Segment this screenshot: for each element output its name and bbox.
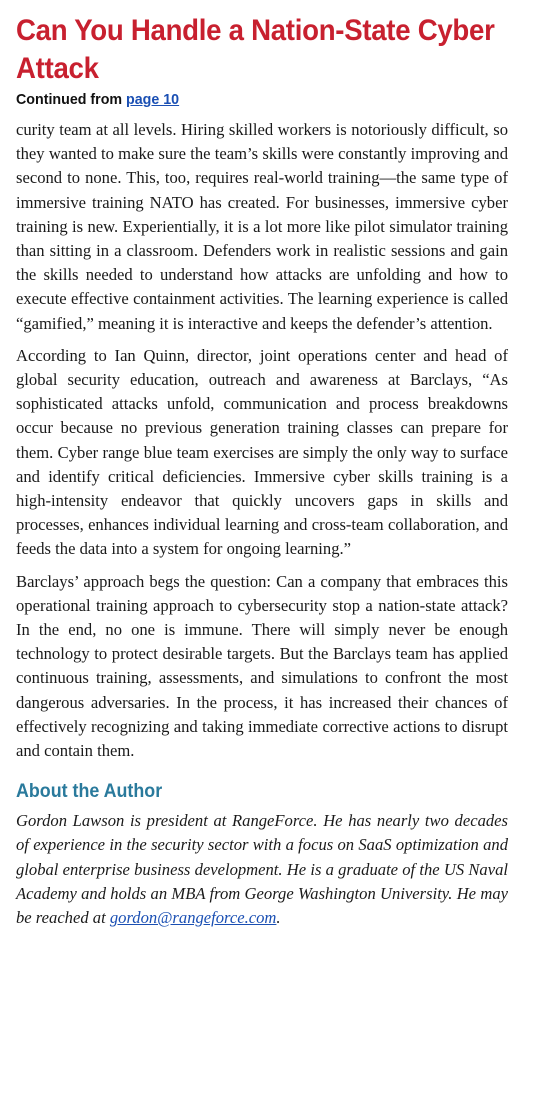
author-bio-end: . xyxy=(276,908,281,928)
body-paragraph-2: According to Ian Quinn, director, joint operations center and head of global security education, outreach and awareness at Barclays, “As sophisticated attacks unfold, communication and process breakdowns occur because no previous generation training classes can prepare for them. Cyber range blue team exercises are simply the only way to surface and identify critical deficiencies. Immersive cyber skills training is a high-intensity endeavor that quickly uncovers gaps in skills and processes, enhances individual learning and cross-team collaboration, and feeds the data into a system for ongoing learning.” xyxy=(16,345,508,559)
body-paragraph-1: curity team at all levels. Hiring skilled workers is notoriously difficult, so they wanted to make sure the team’s skills were constantly improving and second to none. This, too, requires real-world training—the same type of immersive training NATO has created. For businesses, immersive cyber training is new. Experientially, it is a lot more like pilot simulator training than sitting in a classroom. Defenders work in realistic sessions and gain the skills needed to understand how attacks are unfolding and how to execute effective containment activities. The learning experience is called “gamified,” meaning it is interactive and keeps the defender’s attention. xyxy=(16,120,508,333)
author-email-link[interactable]: gordon@rangeforce.com xyxy=(109,908,277,928)
continued-prefix: Continued from xyxy=(16,91,127,108)
article-page xyxy=(16,12,508,930)
author-bio xyxy=(16,809,508,930)
article-title: Can You Handle a Nation-State Cyber Attack xyxy=(16,14,495,85)
continued-line xyxy=(16,90,483,110)
body-paragraph-3: Barclays’ approach begs the question: Can a company that embraces this operational training approach to cybersecurity stop a nation-state attack? In the end, no one is immune. There will simply never be enough technology to protect desirable targets. But the Barclays team has applied continuous training, assessments, and simulations to confront the most dangerous adversaries. In the process, it has increased their chances of effectively recognizing and taking immediate corrective actions to disrupt and contain them. xyxy=(16,571,508,761)
about-author-heading: About the Author xyxy=(16,781,163,803)
continued-page-link[interactable]: page 10 xyxy=(126,91,180,108)
author-bio-text: Gordon Lawson is president at RangeForce. He has nearly two decades of experience in the security sector with a focus on SaaS optimization and global enterprise business development. He is a graduate of the US Naval Academy and holds an MBA from George Washington University. He may be reached at xyxy=(16,811,508,928)
